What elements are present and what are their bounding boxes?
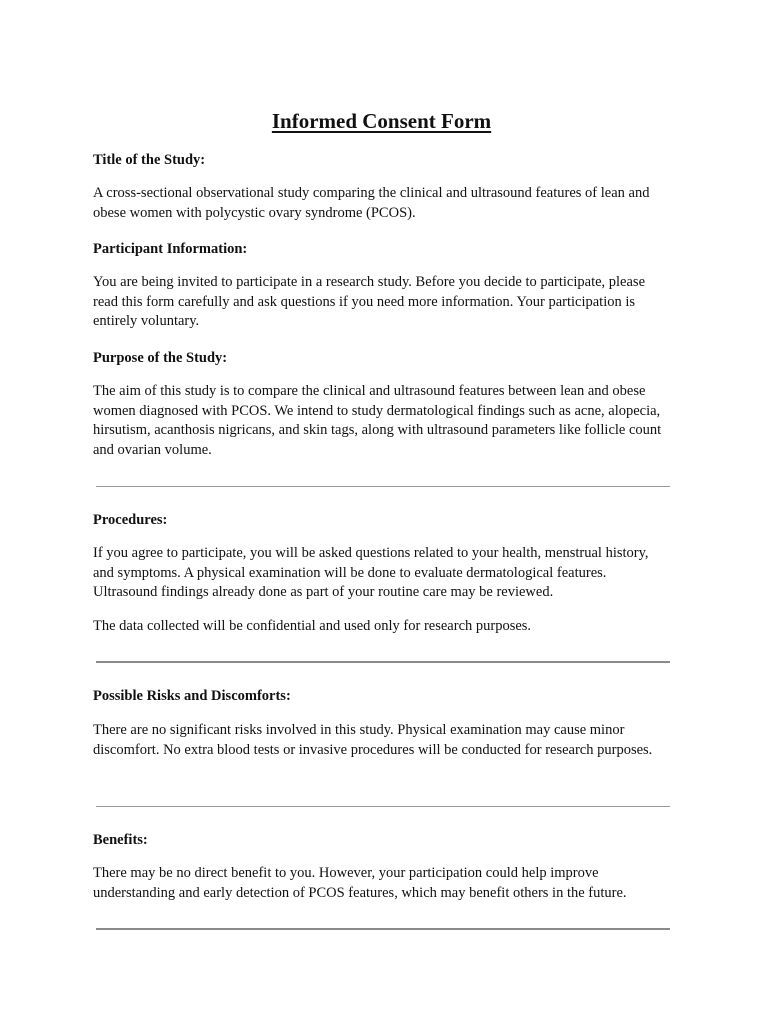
- purpose-heading: Purpose of the Study:: [93, 350, 228, 366]
- participant-info-heading: Participant Information:: [93, 241, 248, 257]
- section-divider: [96, 928, 670, 930]
- procedures-heading: Procedures:: [93, 512, 168, 528]
- procedures-confidentiality-text: The data collected will be confidential and used only for research purposes.: [93, 618, 532, 634]
- procedures-text: If you agree to participate, you will be asked questions related to your health, menstrual history, and symptoms. A physical examination will be done to evaluate dermatological features. Ultrasound findings already done as part of your routine care may be reviewed.: [93, 545, 649, 600]
- section-divider: [96, 486, 670, 487]
- risks-heading: Possible Risks and Discomforts:: [93, 688, 291, 704]
- section-divider: [96, 661, 670, 663]
- benefits-heading: Benefits:: [93, 832, 148, 848]
- document-title: Informed Consent Form: [271, 109, 492, 133]
- risks-text: There are no significant risks involved in this study. Physical examination may cause minor discomfort. No extra blood tests or invasive procedures will be conducted for research purposes.: [93, 722, 653, 758]
- study-title-text: A cross-sectional observational study comparing the clinical and ultrasound features of lean and obese women with polycystic ovary syndrome (PCOS).: [93, 185, 650, 221]
- participant-info-text: You are being invited to participate in a research study. Before you decide to participate, please read this form carefully and ask questions if you need more information. Your participation is entirely voluntary.: [93, 274, 646, 329]
- purpose-text: The aim of this study is to compare the clinical and ultrasound features between lean and obese women diagnosed with PCOS. We intend to study dermatological findings such as acne, alopecia, hirsutism, acanthosis nigricans, and skin tags, along with ultrasound parameters like follicle count and ovarian volume.: [93, 383, 662, 458]
- section-divider: [96, 806, 670, 807]
- benefits-text: There may be no direct benefit to you. However, your participation could help improve understanding and early detection of PCOS features, which may benefit others in the future.: [93, 865, 627, 901]
- study-title-heading: Title of the Study:: [93, 152, 206, 168]
